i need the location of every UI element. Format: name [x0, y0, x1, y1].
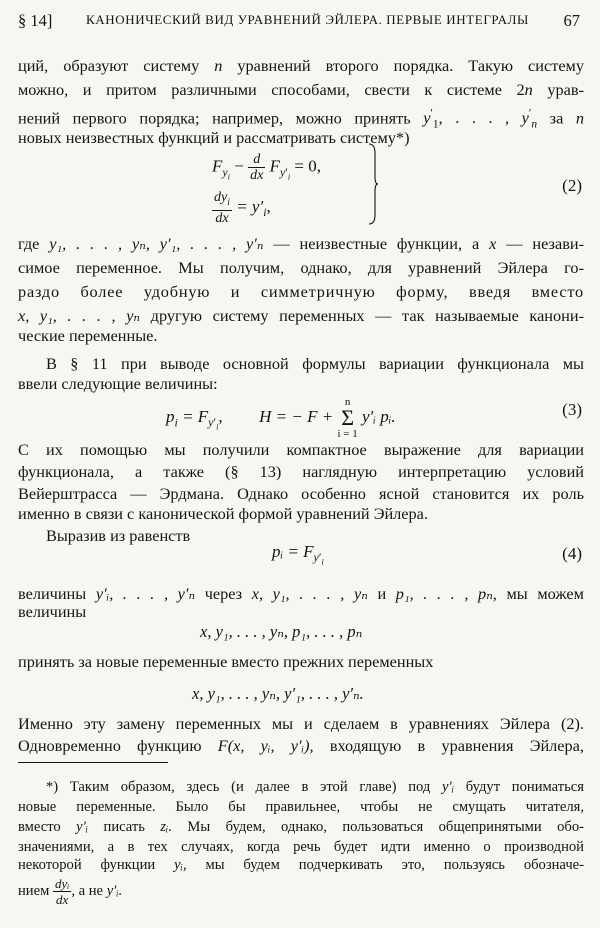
text-line: x, y₁, . . . , yₙ другую систему переменных — так называемые канони-	[18, 306, 584, 325]
text-line: С их помощью мы получили компактное выражение для вариации	[18, 440, 584, 459]
text-line: именно в связи с канонической формой уравнений Эйлера.	[18, 504, 428, 523]
text-line: величины y′ᵢ, . . . , y′ₙ через x, y₁, . . . , yₙ и p₁, . . . , pₙ, мы можем	[18, 584, 584, 603]
section-ref: § 14]	[18, 11, 53, 30]
equation-number-3: (3)	[562, 400, 582, 419]
footnote-line: значениями, а в тех случаях, когда речь будет идти именно о производной	[18, 839, 584, 855]
chapter-title: КАНОНИЧЕСКИЙ ВИД УРАВНЕНИЙ ЭЙЛЕРА. ПЕРВЫЕ ИНТЕГРАЛЫ	[86, 12, 529, 27]
text-line: Вейерштрасса — Эрдмана. Однако особенно ясной становится их роль	[18, 484, 584, 503]
equation-number-2: (2)	[562, 176, 582, 195]
page-number: 67	[563, 11, 580, 30]
equation-4: pᵢ = $F_{y'_i}$	[272, 542, 324, 567]
text-line: можно, и притом различными способами, свести к системе 2n урав-	[18, 80, 584, 99]
footnote-line: вместо y′ᵢ писать zᵢ. Мы будем, однако, пользоваться общепринятыми обо-	[18, 819, 585, 835]
footnote-rule	[18, 762, 168, 763]
text-line: Выразив из равенств	[46, 526, 191, 545]
text-line: раздо более удобную и симметричную форму, введя вместо	[18, 282, 584, 301]
equation-2-line-2: $\frac{dy_i}{dx}$ = $y'_i$,	[214, 190, 271, 226]
text-line: симое переменное. Мы получим, однако, для уравнений Эйлера го-	[18, 258, 584, 277]
equation-number-4: (4)	[562, 544, 582, 563]
text-line: величины	[18, 602, 87, 621]
variables-list-1: x, y₁, . . . , yₙ, p₁, . . . , pₙ	[200, 622, 363, 641]
footnote-line: новые переменные. Было бы правильнее, чтобы не смущать читателя,	[18, 799, 584, 815]
text-line: нений первого порядка; например, можно принять $y'_1$, . . . , $y'_n$ за n	[18, 108, 585, 131]
text-line: ввели следующие величины:	[18, 374, 218, 393]
text-line: ций, образуют систему n уравнений второго порядка. Такую систему	[18, 56, 584, 75]
text-line: Одновременно функцию F(x, yᵢ, y′ᵢ), входящую в уравнения Эйлера,	[18, 736, 584, 755]
text-line: принять за новые переменные вместо прежних переменных	[18, 652, 434, 671]
text-line: новых неизвестных функций и рассматривать систему*)	[18, 128, 410, 147]
text-line: В § 11 при выводе основной формулы вариации функционала мы	[46, 354, 584, 373]
text-line: где y₁, . . . , yₙ, y′₁, . . . , y′ₙ — неизвестные функции, а x — незави-	[18, 234, 585, 253]
text-line: ческие переменные.	[18, 326, 158, 345]
running-header	[18, 11, 584, 37]
variables-list-2: x, y₁, . . . , yₙ, y′₁, . . . , y′ₙ.	[192, 684, 364, 703]
footnote-line: *) Таким образом, здесь (и далее в этой главе) под y′ᵢ будут пониматься	[46, 779, 584, 795]
equation-3: $p_i = F_{y'_i}$, H = − F + n Σ i = 1 y′ᵢ pᵢ.	[166, 396, 396, 440]
footnote-line: нием $\frac{\text{dyᵢ}}{dx}$ , а не y′ᵢ.	[18, 876, 123, 907]
right-brace	[368, 143, 378, 225]
text-line: функционала, а также (§ 13) наглядную интерпретацию условий	[18, 462, 584, 481]
footnote-line: некоторой функции yᵢ, мы будем подчеркивать это, пользуясь обозначе-	[18, 857, 585, 873]
equation-2-line-1: $F_{y_i}$ − $\frac{d}{dx}$ $F_{y'_i} = 0$,	[212, 152, 322, 183]
text-line: Именно эту замену переменных мы и сделаем в уравнениях Эйлера (2).	[18, 714, 584, 733]
